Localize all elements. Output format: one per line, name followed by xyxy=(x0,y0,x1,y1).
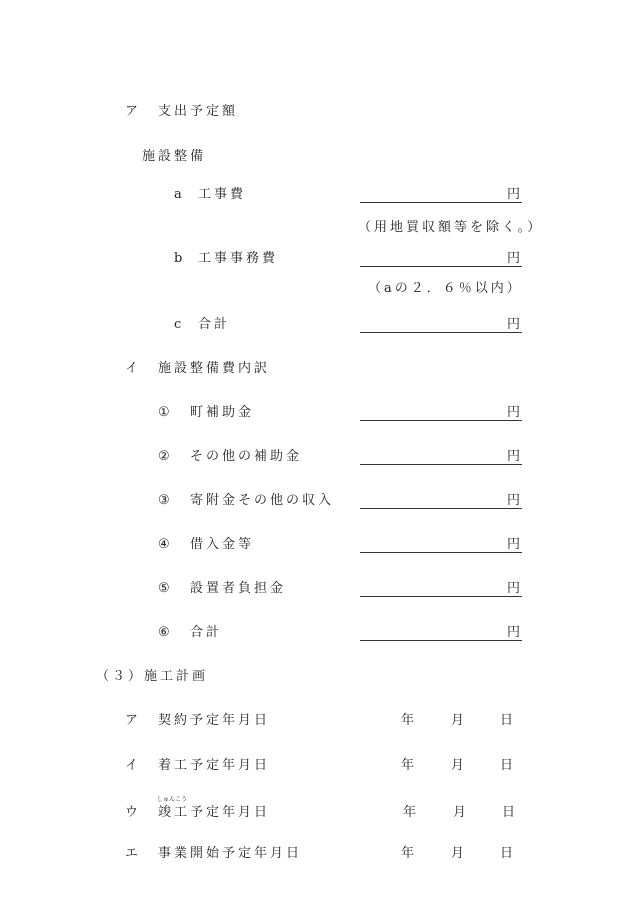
month-label: 月 xyxy=(451,758,468,773)
expense-heading: 支出予定額 xyxy=(158,104,239,119)
breakdown-marker: イ xyxy=(125,361,142,376)
item-a-marker: a xyxy=(174,187,185,202)
breakdown-item-amount-line xyxy=(360,420,522,421)
breakdown-item-label: 町補助金 xyxy=(190,405,255,420)
plan-item-label: 契約予定年月日 xyxy=(158,713,271,728)
breakdown-item-unit: 円 xyxy=(507,449,521,464)
item-a-note: （用地買収額等を除く。） xyxy=(358,220,544,235)
item-b-amount-line xyxy=(360,266,522,267)
day-label: 日 xyxy=(500,713,517,728)
breakdown-item-amount-line xyxy=(360,640,522,641)
month-label: 月 xyxy=(451,713,468,728)
day-label: 日 xyxy=(500,758,517,773)
breakdown-item-marker: ③ xyxy=(158,493,173,508)
plan-item-marker: ア xyxy=(125,713,142,728)
plan-item-ruby: しゅんこう xyxy=(157,796,188,803)
day-label: 日 xyxy=(500,846,517,861)
breakdown-item-marker: ② xyxy=(158,449,173,464)
day-label: 日 xyxy=(502,805,519,820)
plan-item-marker: エ xyxy=(125,846,142,861)
year-label: 年 xyxy=(403,805,420,820)
breakdown-item-label: 寄附金その他の収入 xyxy=(190,493,335,508)
item-a-unit: 円 xyxy=(507,187,521,202)
item-c-unit: 円 xyxy=(507,317,521,332)
breakdown-item-unit: 円 xyxy=(507,405,521,420)
breakdown-item-amount-line xyxy=(360,596,522,597)
item-a-label: 工事費 xyxy=(198,187,247,202)
breakdown-item-amount-line xyxy=(360,552,522,553)
plan-item-marker: ウ xyxy=(125,805,142,820)
item-b-marker: b xyxy=(174,251,186,266)
plan-item-label: 着工予定年月日 xyxy=(158,758,271,773)
breakdown-item-unit: 円 xyxy=(507,493,521,508)
year-label: 年 xyxy=(401,846,418,861)
plan-item-label: 竣工予定年月日 xyxy=(158,805,271,820)
breakdown-item-marker: ⑤ xyxy=(158,581,173,596)
item-b-unit: 円 xyxy=(507,251,521,266)
item-c-label: 合計 xyxy=(198,317,231,332)
item-b-note: （aの２．６％以内） xyxy=(368,281,523,296)
breakdown-item-marker: ① xyxy=(158,405,173,420)
item-a-amount-line xyxy=(360,202,522,203)
item-c-marker: c xyxy=(174,317,185,332)
year-label: 年 xyxy=(401,713,418,728)
breakdown-heading: 施設整備費内訳 xyxy=(158,361,271,376)
item-b-label: 工事事務費 xyxy=(198,251,279,266)
construction-plan-heading: （３）施工計画 xyxy=(96,669,209,684)
breakdown-item-label: 設置者負担金 xyxy=(190,581,287,596)
breakdown-item-unit: 円 xyxy=(507,581,521,596)
facility-heading: 施設整備 xyxy=(142,149,207,164)
breakdown-item-marker: ④ xyxy=(158,537,173,552)
year-label: 年 xyxy=(401,758,418,773)
breakdown-item-amount-line xyxy=(360,508,522,509)
breakdown-item-label: 借入金等 xyxy=(190,537,255,552)
expense-marker: ア xyxy=(125,104,142,119)
month-label: 月 xyxy=(451,846,468,861)
month-label: 月 xyxy=(453,805,470,820)
breakdown-item-unit: 円 xyxy=(507,625,521,640)
plan-item-label: 事業開始予定年月日 xyxy=(158,846,303,861)
breakdown-item-amount-line xyxy=(360,464,522,465)
breakdown-item-label: 合計 xyxy=(190,625,223,640)
item-c-amount-line xyxy=(360,332,522,333)
breakdown-item-unit: 円 xyxy=(507,537,521,552)
breakdown-item-marker: ⑥ xyxy=(158,625,173,640)
breakdown-item-label: その他の補助金 xyxy=(190,449,303,464)
plan-item-marker: イ xyxy=(125,758,142,773)
